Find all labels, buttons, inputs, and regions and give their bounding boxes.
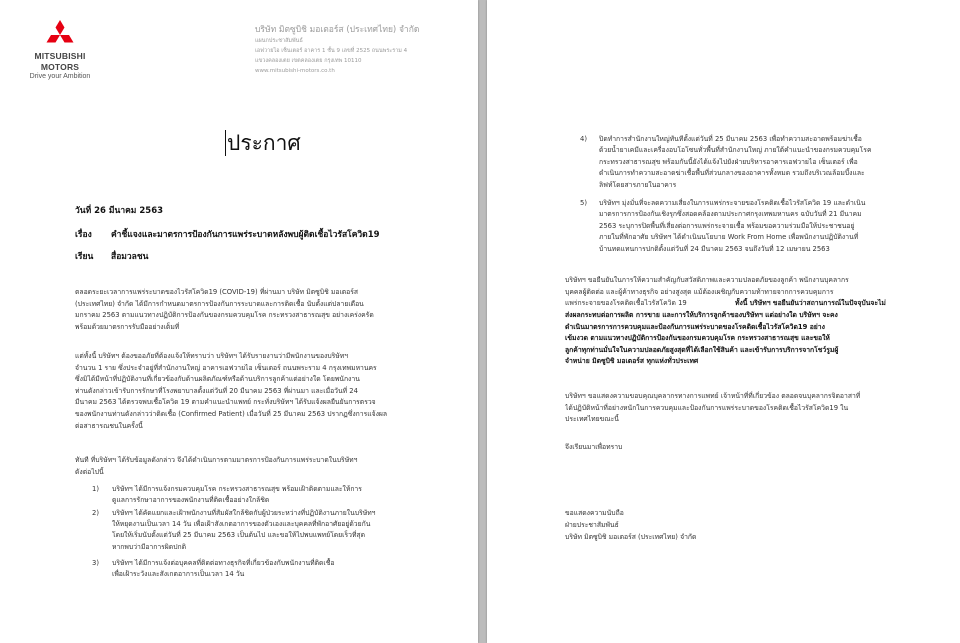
paragraph-line: แต่ทั้งนี้ บริษัทฯ ต้องขออภัยที่ต้องแจ้งให้ทราบว่า บริษัทฯ ได้รับรายงานว่ามีพนักงานของบริษัทฯ <box>75 352 349 360</box>
measure-line: บริษัทฯ มุ่งมั่นที่จะลดความเสี่ยงในการแพร่กระจายของโรคติดเชื้อไวรัสโควิด 19 และดำเนิน <box>599 199 866 207</box>
measure-line: 2563 ระบุการปิดพื้นที่เสี่ยงต่อการแพร่กระจายเชื้อ พร้อมขอความร่วมมือให้ประชาชนอยู่ <box>599 221 855 230</box>
paragraph-line: ท่านดังกล่าวเข้ารับการรักษาที่โรงพยาบาลตั้งแต่วันที่ 20 มีนาคม 2563 ที่ผ่านมา และเมื่อวันที่ 24 <box>75 386 358 395</box>
announcement-title: ประกาศ <box>227 131 301 155</box>
paragraph-line: ทั้งนี้ บริษัทฯ ขอยืนยันว่าสถานการณ์ในปัจจุบันจะไม่ <box>735 299 886 307</box>
letterhead-line: เอฟวายไอ เซ็นเตอร์ อาคาร 1 ชั้น 9 เลขที่ 2525 ถนนพระราม 4 <box>255 48 408 54</box>
letterhead-line: www.mitsubishi-motors.co.th <box>255 68 335 74</box>
signature-regards: ขอแสดงความนับถือ <box>565 509 624 517</box>
subject-text: คำชี้แจงและมาตรการป้องกันการแพร่ระบาดหลังพบผู้ติดเชื้อไวรัสโควิด19 <box>111 230 380 240</box>
paragraph-line: ของพนักงานท่านดังกล่าวว่าติดเชื้อ (Confirmed Patient) เมื่อวันที่ 25 มีนาคม 2563 ปรากฏซึ่งการแจ้งผล <box>75 409 388 418</box>
paragraph-line: ซึ่งมิได้มีหน้าที่ปฏิบัติงานที่เกี่ยวข้องกับด้านผลิตภัณฑ์หรือด้านบริการลูกค้าแต่อย่างใด โดยพนักงาน <box>75 375 360 384</box>
measure-line: โดยให้เริ่มนับตั้งแต่วันที่ 25 มีนาคม 2563 เป็นต้นไป และขอให้ไปพบแพทย์โดยเร็วที่สุด <box>112 531 365 540</box>
logo-name-line2: MOTORS <box>40 62 80 72</box>
measure-number: 3) <box>92 559 99 567</box>
measure-line: ด้วยน้ำยาเคมีและเครื่องอบโอโซนทั่วพื้นที่สำนักงานใหญ่ ภายใต้คำแนะนำของกรมควบคุมโรค <box>599 146 872 155</box>
measure-line: บริษัทฯ ได้คัดแยกและเฝ้าพนักงานที่สัมผัสใกล้ชิดกับผู้ป่วยระหว่างที่ปฏิบัติงานภายในบริษัทฯ <box>112 509 376 517</box>
measure-line: ลิฟท์โดยสารภายในอาคาร <box>599 180 677 189</box>
recipient-label: เรียน <box>75 252 94 262</box>
measure-line: หากพบว่ามีอาการผิดปกติ <box>112 542 187 551</box>
paragraph-line: เข้มงวด ตามแนวทางปฏิบัติการป้องกันของกรมควบคุมโรค กระทรวงสาธารณสุข และขอให้ <box>565 334 830 343</box>
paragraph-line: บริษัทฯ ขอยืนยันในการให้ความสำคัญกับสวัสดิภาพและความปลอดภัยของลูกค้า พนักงานบุคลากร <box>565 276 849 284</box>
paragraph-line: มีนาคม 2563 ได้ตรวจพบเชื้อโควิด 19 ตามคำแนะนำแพทย์ กระทั่งบริษัทฯ ได้รับแจ้งผลยืนยันการตรวจ <box>75 398 376 407</box>
paragraph-line: บริษัทฯ ขอแสดงความขอบคุณบุคลากรทางการแพทย์ เจ้าหน้าที่ที่เกี่ยวข้อง ตลอดจนบุคลากรจิตอาสาที่ <box>565 392 861 400</box>
measure-line: บ้านทดแทนการปกติตั้งแต่วันที่ 24 มีนาคม 2563 จนถึงวันที่ 12 เมษายน 2563 <box>599 244 830 253</box>
paragraph-line: ส่งผลกระทบต่อการผลิต การขาย และการให้บริการลูกค้าของบริษัทฯ แต่อย่างใด บริษัทฯ จะคง <box>565 311 838 319</box>
measure-line: ดูแลการรักษาอาการของพนักงานที่ติดเชื้ออย่างใกล้ชิด <box>112 496 270 505</box>
commitment-bold-paragraph <box>565 310 943 368</box>
subject-line <box>75 227 380 241</box>
paragraph-line: ได้ปฏิบัติหน้าที่อย่างหนักในการควบคุมและป้องกันการแพร่ระบาดของโรคติดเชื้อไวรัสโควิด19 ใน <box>565 403 849 412</box>
measure-number: 2) <box>92 509 99 517</box>
action-intro-paragraph <box>75 455 447 478</box>
three-diamonds-icon <box>43 20 77 50</box>
announcement-date: วันที่ 26 มีนาคม 2563 <box>75 206 164 216</box>
measure-line: ปิดทำการสำนักงานใหญ่ทันทีตั้งแต่วันที่ 25 มีนาคม 2563 เพื่อทำความสะอาดพร้อมฆ่าเชื้อ <box>599 135 862 143</box>
measure-line: ดำเนินการทำความสะอาดฆ่าเชื้อพื้นที่ส่วนกลางของอาคารทั้งหมด รวมถึงบริเวณล้อมบึ้งและ <box>599 169 865 178</box>
closing-line: จึงเรียนมาเพื่อทราบ <box>565 443 623 451</box>
signature-company: บริษัท มิตซูบิชิ มอเตอร์ส (ประเทศไทย) จำกัด <box>565 533 697 541</box>
measure-number: 5) <box>580 199 587 207</box>
letterhead-line: แขวงคลองเตย เขตคลองเตย กรุงเทพ 10110 <box>255 58 362 64</box>
measure-item-3 <box>92 558 448 580</box>
measure-number: 1) <box>92 485 99 493</box>
paragraph-line: ตลอดระยะเวลาการแพร่ระบาดของไวรัสโควิด19 (COVID-19) ที่ผ่านมา บริษัท มิตซูบิชิ มอเตอร์ส <box>75 288 359 296</box>
measure-item-5 <box>580 198 940 255</box>
measure-line: บริษัทฯ ได้มีการแจ้งกรมควบคุมโรค กระทรวงสาธารณสุข พร้อมเฝ้าติดตามและให้การ <box>112 485 362 493</box>
paragraph-line: บุคคลผู้ติดต่อ และผู้ค้าทางธุรกิจ อย่างสูงสุด แม้ต้องเผชิญกับความท้าทายจากการควบคุมการ <box>565 287 834 296</box>
thanks-paragraph <box>565 391 943 426</box>
measure-line: บริษัทฯ ได้มีการแจ้งต่อบุคคลที่ติดต่อทางธุรกิจที่เกี่ยวข้องกับพนักงานที่ติดเชื้อ <box>112 559 335 567</box>
paragraph-line: จำนวน 1 ราย ซึ่งประจำอยู่ที่สำนักงานใหญ่ อาคารเอฟวายไอ เซ็นเตอร์ ถนนพระราม 4 กรุงเทพมหานคร <box>75 363 377 372</box>
measure-line: ให้หยุดงานเป็นเวลา 14 วัน เพื่อเฝ้าสังเกตอาการของตัวเองและบุคคลที่พักอาศัยอยู่ด้วยกัน <box>112 520 371 529</box>
letterhead-line: แผนกประชาสัมพันธ์ <box>255 38 303 44</box>
recipient-line <box>75 249 148 263</box>
paragraph-line: ลูกค้าทุกท่านมั่นใจในความปลอดภัยสูงสุดที่ได้เลือกใช้สินค้า และเข้ารับการบริการจากโชว์รูมผู้ <box>565 345 839 354</box>
commitment-bold-start <box>735 298 945 310</box>
recipient-text: สื่อมวลชน <box>111 252 149 262</box>
measure-item-1 <box>92 484 448 506</box>
measure-item-4 <box>580 134 940 191</box>
subject-label: เรื่อง <box>75 230 92 240</box>
measure-line: กระทรวงสาธารณสุข พร้อมกันนี้ยังได้แจ้งไปยังฝ่ายบริหารอาคารเอฟวายไอ เซ็นเตอร์ เพื่อ <box>599 157 858 166</box>
paragraph-line: ต่อสาธารณชนในครั้งนี้ <box>75 421 143 430</box>
paragraph-line: ดำเนินมาตรการการควบคุมและป้องกันการแพร่ระบาดของโรคติดเชื้อไวรัสโควิด19 อย่าง <box>565 322 825 331</box>
letterhead <box>255 24 470 76</box>
paragraph-line: ประเทศไทยขณะนี้ <box>565 415 619 424</box>
logo-tagline: Drive your Ambition <box>29 73 91 80</box>
logo-name-line1: MITSUBISHI <box>34 51 86 61</box>
signature-department: ฝ่ายประชาสัมพันธ์ <box>565 521 619 529</box>
measure-item-2 <box>92 508 448 553</box>
measure-line: เพื่อเฝ้าระวังและสังเกตอาการเป็นเวลา 14 วัน <box>112 570 245 579</box>
paragraph-line: (ประเทศไทย) จำกัด ได้มีการกำหนดมาตรการป้องกันการระบาดและการติดเชื้อ นับตั้งแต่ปลายเดือน <box>75 299 364 308</box>
paragraph-line: แพร่กระจายของโรคติดเชื้อไวรัสโควิด 19 <box>565 299 687 308</box>
paragraph-line: มกราคม 2563 ตามแนวทางปฏิบัติการป้องกันของกรมควบคุมโรค กระทรวงสาธารณสุข อย่างเคร่งครัด <box>75 311 374 320</box>
incident-paragraph <box>75 351 447 432</box>
paragraph-line: พร้อมด้วยมาตรการรับมืออย่างเต็มที่ <box>75 322 180 331</box>
paragraph-line: ดังต่อไปนี้ <box>75 467 104 476</box>
letterhead-company: บริษัท มิตซูบิชิ มอเตอร์ส (ประเทศไทย) จำกัด <box>255 25 420 35</box>
measure-line: มาตรการการป้องกันเชิงรุกซึ่งสอดคล้องตามประกาศกรุงเทพมหานคร ฉบับวันที่ 21 มีนาคม <box>599 210 862 219</box>
measure-line: ภายในที่พักอาศัย บริษัทฯ ได้ดำเนินนโยบาย Work From Home เพื่อพนักงานปฏิบัติงานที่ <box>599 233 859 242</box>
intro-paragraph <box>75 287 447 333</box>
mitsubishi-logo <box>20 20 100 80</box>
paragraph-line: จำหน่าย มิตซูบิชิ มอเตอร์ส ทุกแห่งทั่วประเทศ <box>565 357 699 366</box>
measure-number: 4) <box>580 135 587 143</box>
paragraph-line: ทันที ที่บริษัทฯ ได้รับข้อมูลดังกล่าว จึงได้ดำเนินการตามมาตรการป้องกันการแพร่ระบาดในบริษัทฯ <box>75 456 358 464</box>
